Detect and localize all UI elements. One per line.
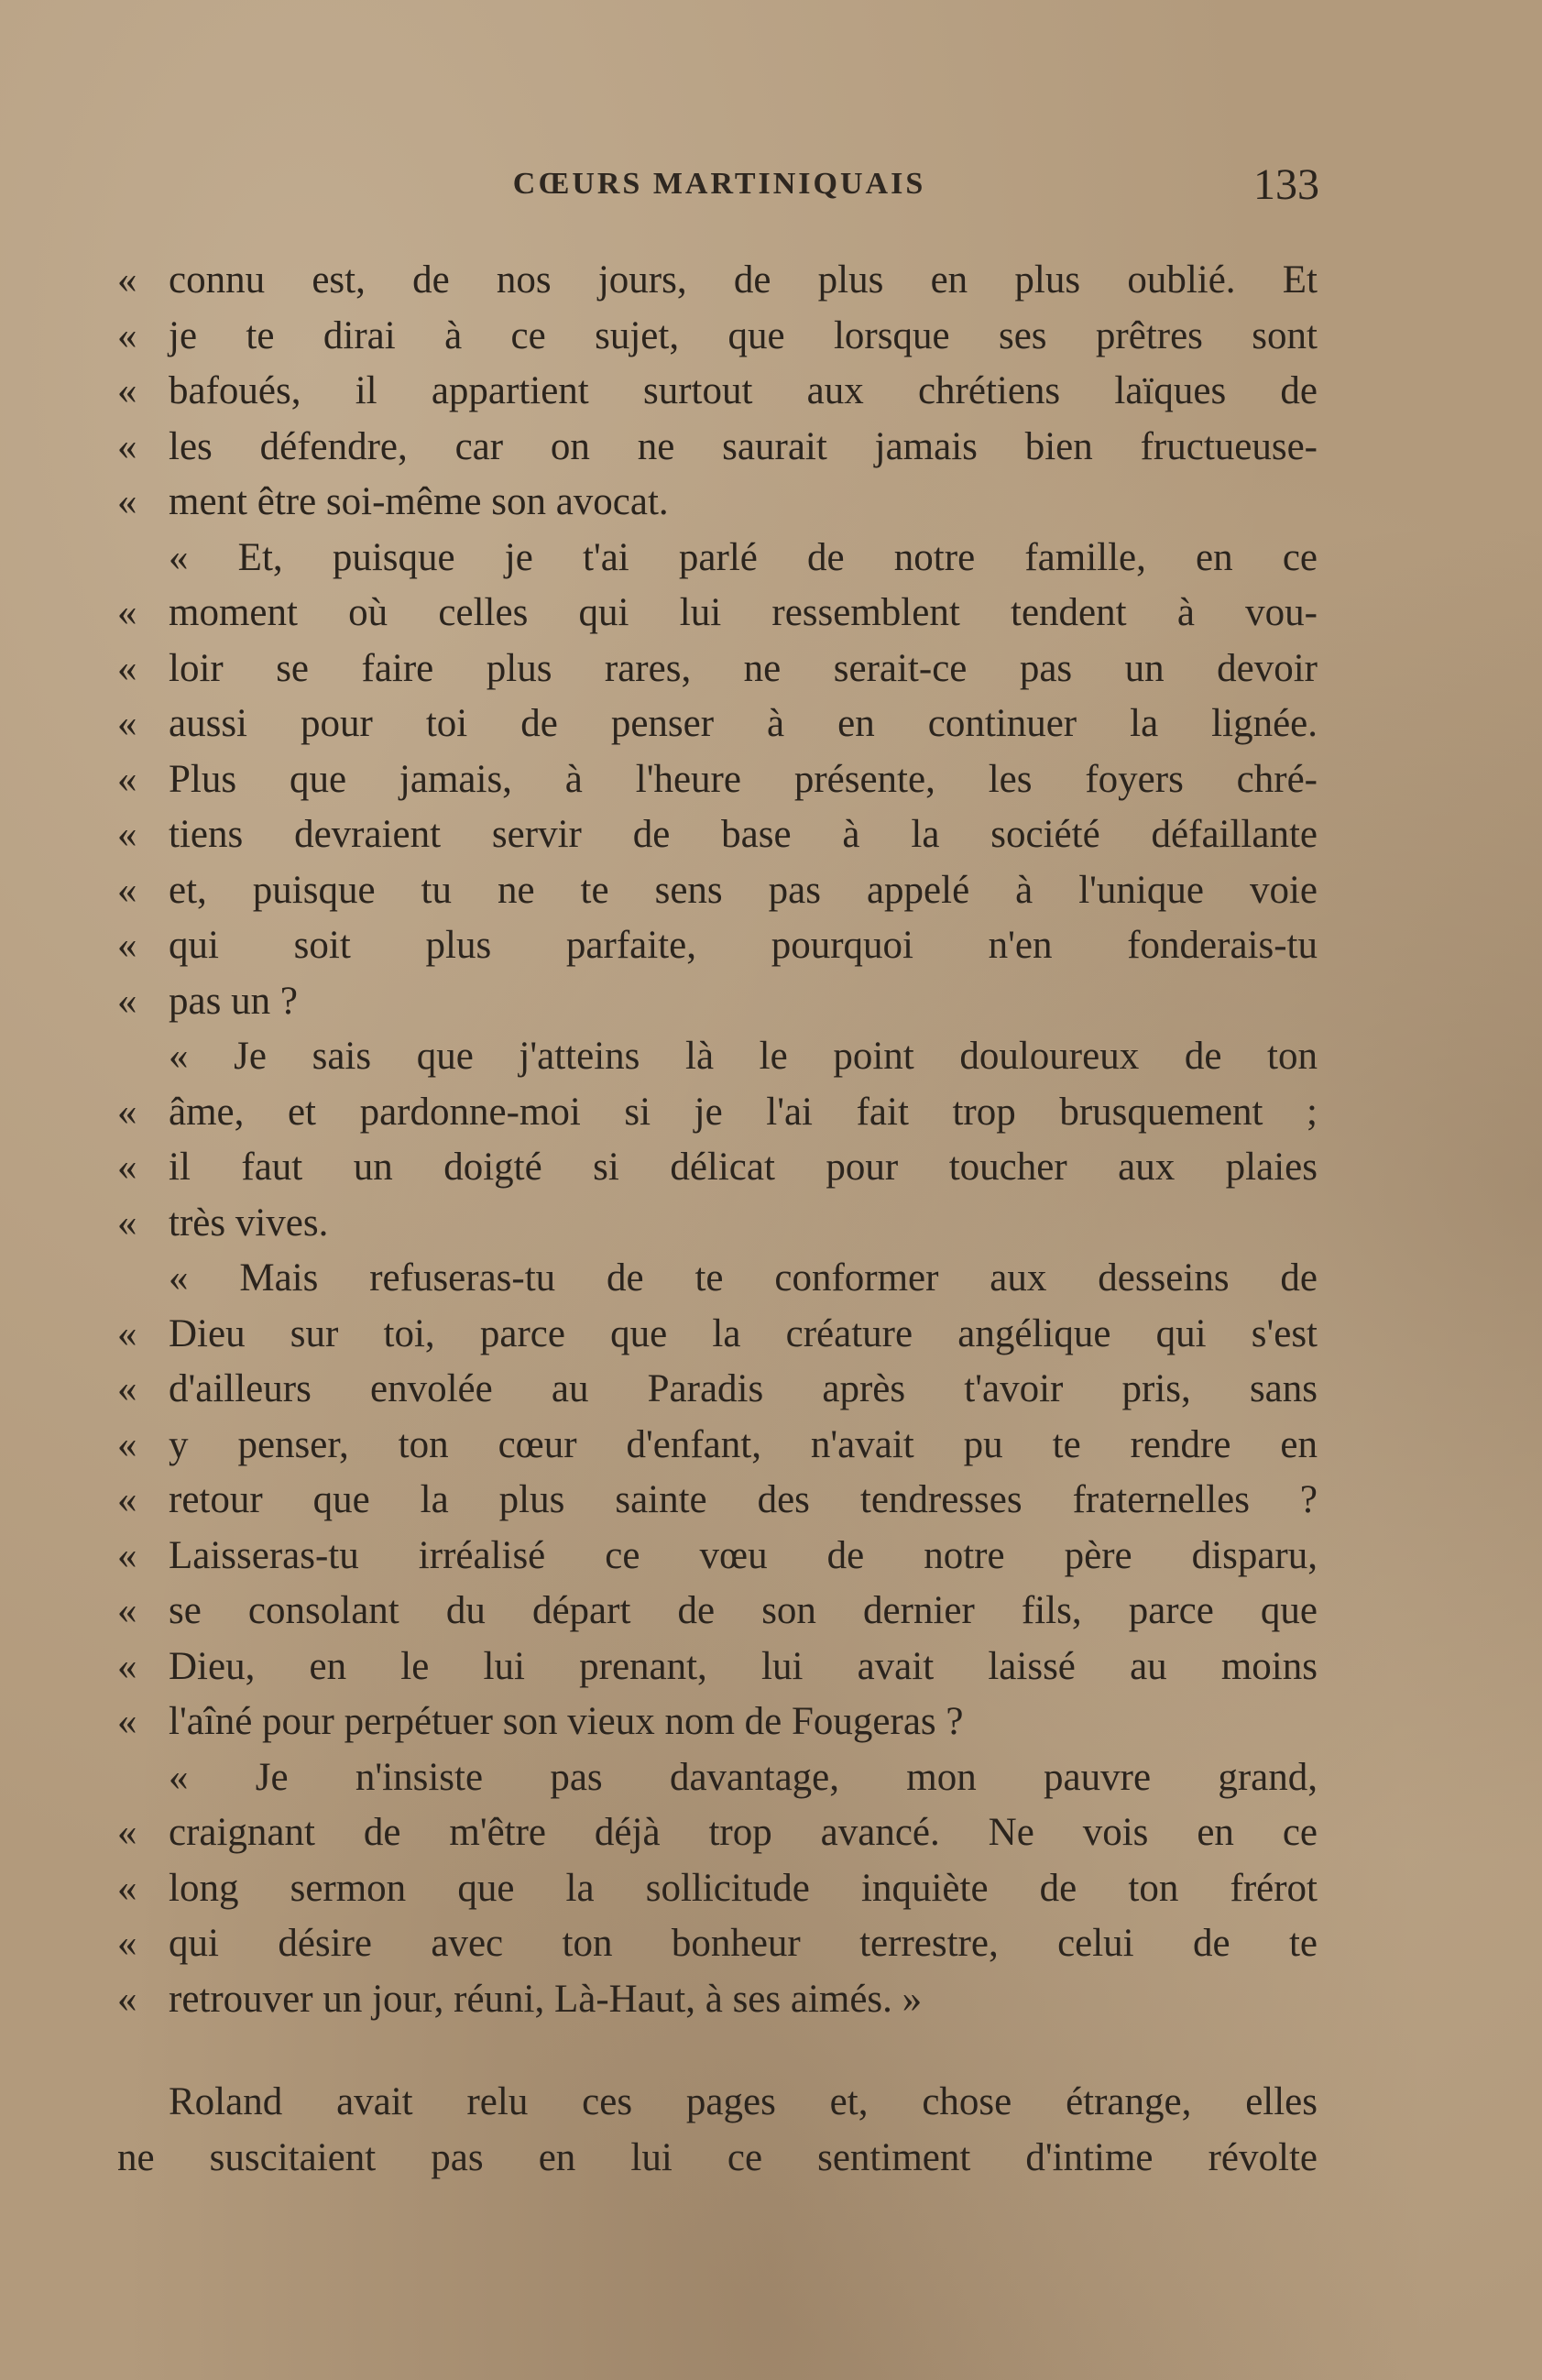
text-line — [117, 1140, 1318, 1196]
text-line — [117, 863, 1318, 919]
line-text: il faut un doigté si délicat pour toucher aux plaies — [169, 1146, 1318, 1189]
line-text: y penser, ton cœur d'enfant, n'avait pu te rendre en — [169, 1422, 1318, 1466]
text-line — [117, 1085, 1318, 1141]
line-text: d'ailleurs envolée au Paradis après t'avoir pris, sans — [169, 1367, 1318, 1410]
line-text: Dieu sur toi, parce que la créature angélique qui s'est — [169, 1311, 1318, 1355]
guillemet: « — [117, 924, 137, 967]
guillemet: « — [117, 1922, 137, 1965]
guillemet: « — [117, 1478, 137, 1521]
text-line — [117, 2075, 1318, 2131]
line-text: « Je sais que j'atteins là le point douloureux de ton — [169, 1035, 1318, 1078]
text-line — [117, 1473, 1318, 1529]
line-text: craignant de m'être déjà trop avancé. Ne vois en ce — [169, 1811, 1318, 1854]
guillemet: « — [117, 646, 137, 690]
line-text: les défendre, car on ne saurait jamais bien fructueuse- — [169, 424, 1318, 468]
text-line — [117, 531, 1318, 587]
text-line — [117, 2131, 1318, 2187]
line-text: aussi pour toi de penser à en continuer la lignée. — [169, 702, 1318, 745]
guillemet: « — [117, 1090, 137, 1134]
text-line — [117, 1529, 1318, 1585]
line-text: moment où celles qui lui ressemblent tendent à vou- — [169, 591, 1318, 634]
text-line — [117, 586, 1318, 642]
line-text: pas un ? — [169, 979, 298, 1023]
text-line — [117, 1916, 1318, 1972]
text-line — [117, 1251, 1318, 1307]
body-text — [117, 253, 1318, 2186]
guillemet: « — [117, 1422, 137, 1466]
guillemet: « — [117, 813, 137, 856]
line-text: Laisseras-tu irréalisé ce vœu de notre père disparu, — [169, 1533, 1318, 1577]
line-text: ment être soi-même son avocat. — [169, 480, 669, 523]
line-text: et, puisque tu ne te sens pas appelé à l'unique voie — [169, 868, 1318, 912]
line-text: bafoués, il appartient surtout aux chrétiens laïques de — [169, 369, 1318, 412]
guillemet: « — [117, 480, 137, 523]
line-text: retour que la plus sainte des tendresses fraternelles ? — [169, 1478, 1318, 1521]
guillemet: « — [117, 313, 137, 357]
line-text: qui désire avec ton bonheur terrestre, celui de te — [169, 1922, 1318, 1965]
running-title: CŒURS MARTINIQUAIS — [512, 167, 926, 201]
page-number: 133 — [1253, 160, 1319, 209]
guillemet: « — [117, 258, 137, 302]
line-text: « Mais refuseras-tu de te conformer aux desseins de — [169, 1256, 1318, 1300]
text-line — [117, 1750, 1318, 1806]
guillemet: « — [117, 1311, 137, 1355]
line-text: retrouver un jour, réuni, Là-Haut, à ses aimés. » — [169, 1977, 923, 2021]
text-line — [117, 309, 1318, 365]
text-line — [117, 1029, 1318, 1085]
text-line — [117, 1196, 1318, 1252]
line-text: « Je n'insiste pas davantage, mon pauvre grand, — [169, 1755, 1318, 1799]
text-line — [117, 1805, 1318, 1861]
line-text: connu est, de nos jours, de plus en plus oublié. Et — [169, 258, 1318, 302]
line-text: « Et, puisque je t'ai parlé de notre famille, en ce — [169, 535, 1318, 579]
line-text: je te dirai à ce sujet, que lorsque ses prêtres sont — [169, 313, 1318, 357]
text-line — [117, 475, 1318, 531]
text-line — [117, 1584, 1318, 1640]
text-line — [117, 807, 1318, 863]
text-line — [117, 642, 1318, 697]
guillemet: « — [117, 1866, 137, 1910]
text-line — [117, 752, 1318, 808]
text-line — [117, 1972, 1318, 2028]
line-text: Plus que jamais, à l'heure présente, les foyers chré- — [169, 757, 1318, 801]
line-text: âme, et pardonne-moi si je l'ai fait trop brusquement ; — [169, 1090, 1318, 1134]
text-line — [117, 420, 1318, 476]
guillemet: « — [117, 868, 137, 912]
line-text: qui soit plus parfaite, pourquoi n'en fonderais-tu — [169, 924, 1318, 967]
guillemet: « — [117, 1201, 137, 1245]
guillemet: « — [117, 1811, 137, 1854]
text-line — [117, 1861, 1318, 1917]
guillemet: « — [117, 757, 137, 801]
text-line — [117, 1695, 1318, 1750]
text-line — [117, 1640, 1318, 1695]
text-line — [117, 1418, 1318, 1474]
line-text: très vives. — [169, 1201, 329, 1245]
line-text: Dieu, en le lui prenant, lui avait laissé au moins — [169, 1644, 1318, 1688]
text-line — [117, 918, 1318, 974]
line-text: se consolant du départ de son dernier fils, parce que — [169, 1589, 1318, 1632]
guillemet: « — [117, 424, 137, 468]
guillemet: « — [117, 1644, 137, 1688]
guillemet: « — [117, 1533, 137, 1577]
guillemet: « — [117, 702, 137, 745]
guillemet: « — [117, 979, 137, 1023]
guillemet: « — [117, 369, 137, 412]
guillemet: « — [117, 1367, 137, 1410]
text-line — [117, 364, 1318, 420]
guillemet: « — [117, 1589, 137, 1632]
paragraph-gap — [117, 2027, 1318, 2075]
text-line — [117, 696, 1318, 752]
line-text: loir se faire plus rares, ne serait-ce pas un devoir — [169, 646, 1318, 690]
text-line — [117, 974, 1318, 1030]
guillemet: « — [117, 1977, 137, 2021]
guillemet: « — [117, 1146, 137, 1189]
running-head — [119, 160, 1319, 214]
line-text: ne suscitaient pas en lui ce sentiment d'intime révolte — [117, 2135, 1318, 2179]
text-line — [117, 253, 1318, 309]
text-line — [117, 1362, 1318, 1418]
line-text: Roland avait relu ces pages et, chose étrange, elles — [169, 2080, 1318, 2123]
guillemet: « — [117, 1700, 137, 1743]
guillemet: « — [117, 591, 137, 634]
line-text: l'aîné pour perpétuer son vieux nom de Fougeras ? — [169, 1700, 964, 1743]
line-text: tiens devraient servir de base à la société défaillante — [169, 813, 1318, 856]
text-line — [117, 1307, 1318, 1363]
line-text: long sermon que la sollicitude inquiète de ton frérot — [169, 1866, 1318, 1910]
